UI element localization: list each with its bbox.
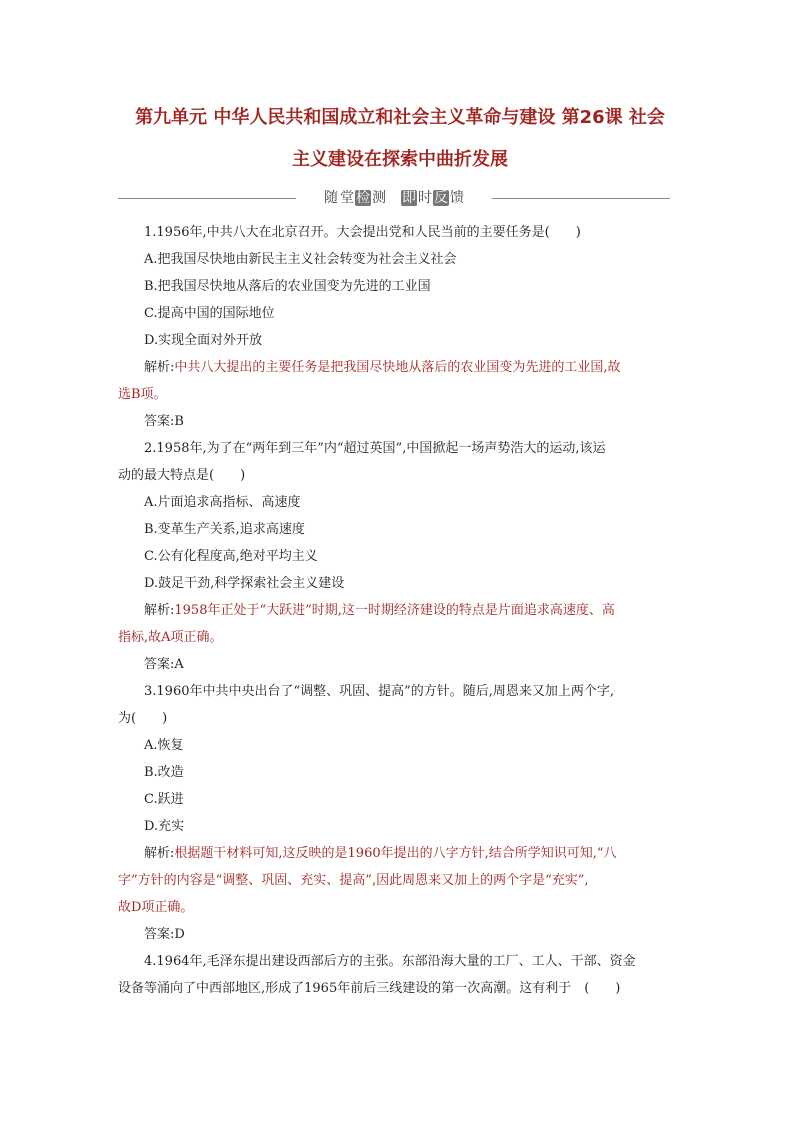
section-label-part1 bbox=[323, 190, 387, 206]
divider-rule-right bbox=[492, 198, 670, 199]
divider-rule-left bbox=[118, 198, 296, 199]
option: B.把我国尽快地从落后的农业国变为先进的工业国 bbox=[144, 279, 431, 294]
section-divider bbox=[118, 190, 670, 206]
page-title-line1: 第九单元 中华人民共和国成立和社会主义革命与建设 第26课 社会 bbox=[135, 107, 665, 128]
option: D.充实 bbox=[144, 819, 185, 834]
question-stem: 为( ) bbox=[118, 711, 168, 726]
analysis-label: 解析: bbox=[144, 846, 175, 861]
option: B.改造 bbox=[144, 765, 184, 780]
option: C.公有化程度高,绝对平均主义 bbox=[144, 549, 318, 564]
analysis-label: 解析: bbox=[144, 360, 175, 375]
option: D.鼓足干劲,科学探索社会主义建设 bbox=[144, 576, 345, 591]
question-stem: 动的最大特点是( ) bbox=[118, 468, 246, 483]
question-stem: 3.1960年中共中央出台了“调整、巩固、提高”的方针。随后,周恩来又加上两个字, bbox=[144, 684, 615, 699]
section-label bbox=[304, 190, 484, 206]
question-stem: 4.1964年,毛泽东提出建设西部后方的主张。东部沿海大量的工厂、工人、干部、资金 bbox=[144, 954, 636, 969]
analysis-label: 解析: bbox=[144, 603, 175, 618]
section-char: 馈 bbox=[450, 190, 464, 206]
answer: 答案:A bbox=[144, 657, 184, 672]
question-stem: 1.1956年,中共八大在北京召开。大会提出党和人民当前的主要任务是( ) bbox=[144, 225, 581, 240]
section-char: 随 bbox=[324, 190, 338, 206]
analysis-text: 故D项正确。 bbox=[118, 900, 194, 915]
option: A.恢复 bbox=[144, 738, 184, 753]
section-char: 堂 bbox=[340, 190, 354, 206]
answer: 答案:B bbox=[144, 414, 184, 429]
section-label-part2 bbox=[401, 190, 465, 206]
option: B.变革生产关系,追求高速度 bbox=[144, 522, 305, 537]
analysis-text: 选B项。 bbox=[118, 387, 167, 402]
section-char-boxed: 检 bbox=[356, 190, 370, 206]
section-char: 时 bbox=[418, 190, 432, 206]
section-char-boxed: 即 bbox=[402, 190, 416, 206]
question-list bbox=[118, 219, 678, 1002]
analysis-text: 中共八大提出的主要任务是把我国尽快地从落后的农业国变为先进的工业国,故 bbox=[174, 360, 621, 375]
answer: 答案:D bbox=[144, 927, 185, 942]
page-title-line2: 主义建设在探索中曲折发展 bbox=[292, 149, 508, 170]
analysis bbox=[118, 840, 678, 867]
option: A.片面追求高指标、高速度 bbox=[144, 495, 301, 510]
option: A.把我国尽快地由新民主主义社会转变为社会主义社会 bbox=[144, 252, 457, 267]
option: C.跃进 bbox=[144, 792, 184, 807]
analysis bbox=[118, 354, 678, 381]
option: C.提高中国的国际地位 bbox=[144, 306, 275, 321]
question-stem: 2.1958年,为了在“两年到三年”内“超过英国”,中国掀起一场声势浩大的运动,该运 bbox=[144, 441, 606, 456]
option: D.实现全面对外开放 bbox=[144, 333, 263, 348]
analysis-text: 指标,故A项正确。 bbox=[118, 630, 223, 645]
analysis-text: 字”方针的内容是“调整、巩固、充实、提高”,因此周恩来又加上的两个字是“充实”, bbox=[118, 873, 589, 888]
analysis-text: 根据题干材料可知,这反映的是1960年提出的八字方针,结合所学知识可知,“八 bbox=[174, 846, 617, 861]
section-char: 测 bbox=[372, 190, 386, 206]
analysis-text: 1958年正处于“大跃进”时期,这一时期经济建设的特点是片面追求高速度、高 bbox=[174, 603, 615, 618]
section-char-boxed: 反 bbox=[434, 190, 448, 206]
analysis bbox=[118, 597, 678, 624]
question-stem: 设备等涌向了中西部地区,形成了1965年前后三线建设的第一次高潮。这有利于 ( ) bbox=[118, 981, 621, 996]
